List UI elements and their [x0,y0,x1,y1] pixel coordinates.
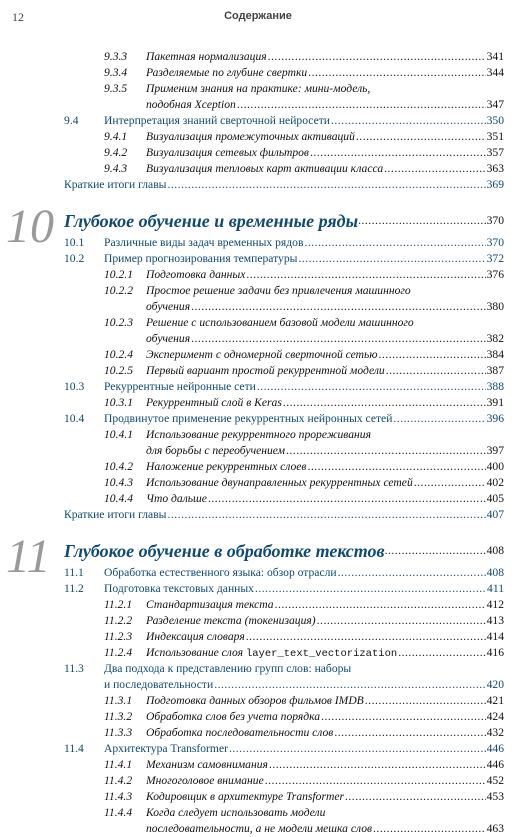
entry-title: Первый вариант простой рекуррентной модели [146,364,385,377]
dot-leader [191,331,486,347]
dot-leader [379,347,486,363]
page-ref: 452 [486,774,504,787]
page-ref: 424 [486,710,504,723]
entry-title: Визуализация сетевых фильтров [146,146,309,159]
subsection-entry[interactable] [0,363,516,379]
section-entry[interactable] [0,251,516,267]
subsection-entry[interactable] [0,347,516,363]
entry-number: 9.3.3 [104,50,128,63]
dot-leader [257,379,486,395]
table-of-contents [0,49,516,837]
dot-leader [268,49,486,65]
subsection-entry[interactable] [0,459,516,475]
page-ref: 370 [486,236,504,249]
subsection-entry[interactable] [0,283,516,299]
page-ref: 384 [486,348,504,361]
section-entry[interactable] [0,113,516,129]
page-ref: 402 [486,476,504,489]
page-ref: 411 [487,582,504,595]
entry-number: 11.2.4 [104,646,133,659]
page-header [0,10,516,28]
subsection-entry[interactable] [0,145,516,161]
dot-leader [265,773,486,789]
entry-number: 11.4 [64,742,84,755]
entry-title: Подготовка данных обзоров фильмов IMDB [146,694,364,707]
entry-title: Рекуррентные нейронные сети [104,380,256,393]
entry-number: 11.4.4 [104,806,133,819]
dot-leader [365,693,486,709]
dot-leader [384,161,485,177]
page-ref: 387 [486,364,504,377]
subsection-entry[interactable] [0,613,516,629]
section-entry[interactable] [0,411,516,427]
section-entry[interactable] [0,565,516,581]
entry-number: 11.4.2 [104,774,133,787]
entry-title: Стандартизация текста [146,598,274,611]
entry-number: 11.4.1 [104,758,133,771]
entry-title: Использование двунаправленных рекуррентных сетей [146,476,413,489]
entry-number: 11.3.2 [104,710,133,723]
entry-title: подобная Xception [146,98,236,111]
subsection-entry[interactable] [0,161,516,177]
subsection-entry[interactable] [0,805,516,821]
entry-number: 10.3.1 [104,396,133,409]
subsection-entry[interactable] [0,709,516,725]
subsection-entry[interactable] [0,395,516,411]
entry-number: 11.2.3 [104,630,133,643]
subsection-entry[interactable] [0,773,516,789]
page-ref: 350 [486,114,504,127]
subsection-entry[interactable] [0,645,516,661]
entry-title: Визуализация промежуточных активаций [146,130,355,143]
dot-leader [321,709,486,725]
section-entry[interactable] [0,661,516,677]
entry-title: Обработка последовательности слов [146,726,334,739]
entry-number: 9.4.1 [104,130,128,143]
entry-title: Продвинутое применение рекуррентных нейронных сетей [104,412,393,425]
entry-title: Обработка естественного языка: обзор отрасли [104,566,337,579]
page-ref: 347 [486,98,504,111]
dot-leader [358,209,487,233]
dot-leader [304,235,485,251]
entry-number: 11.3.3 [104,726,133,739]
entry-number: 10.4.3 [104,476,133,489]
subsection-entry[interactable] [0,725,516,741]
dot-leader [286,443,486,459]
subsection-entry[interactable] [0,129,516,145]
dot-leader [246,267,485,283]
entry-title: Интерпретация знаний сверточной нейросети [104,114,330,127]
page-ref: 408 [486,566,504,579]
dot-leader [269,757,486,773]
entry-number: 9.3.4 [104,66,128,79]
entry-number: 10.4.4 [104,492,133,505]
section-entry[interactable] [0,741,516,757]
entry-title: Разделяемые по глубине свертки [146,66,308,79]
entry-number: 11.3.1 [104,694,133,707]
code-name: layer_text_vectorization [245,648,398,660]
page-ref: 400 [486,460,504,473]
entry-title: Применим знания на практике: мини-модель, [146,82,371,95]
entry-number: 10.4.2 [104,460,133,473]
section-entry[interactable] [0,379,516,395]
page-ref: 341 [486,50,504,63]
dot-leader [393,411,485,427]
subsection-entry[interactable] [0,267,516,283]
entry-title: последовательности, а не модели мешка слов [146,822,373,835]
chapter-title: Глубокое обучение и временные ряды [64,211,359,231]
page-ref: 382 [486,332,504,345]
entry-number: 10.2.5 [104,364,133,377]
subsection-entry[interactable] [0,821,516,837]
page-ref: 408 [486,544,504,557]
page-ref: 446 [486,742,504,755]
entry-title: Рекуррентный слой в Keras [146,396,282,409]
summary-entry[interactable] [0,507,516,523]
page-ref: 396 [486,412,504,425]
entry-number: 11.2.1 [104,598,133,611]
dot-leader [246,629,486,645]
page-ref: 369 [486,178,504,191]
entry-title: Обработка слов без учета порядка [146,710,321,723]
page-ref: 370 [486,214,504,227]
dot-leader [310,145,486,161]
entry-title: Когда следует использовать модели [146,806,326,819]
page-ref: 432 [486,726,504,739]
dot-leader [283,395,486,411]
entry-title: Индексация словаря [146,630,245,643]
entry-title: Визуализация тепловых карт активации класса [146,162,384,175]
entry-title: Многоголовое внимание [146,774,264,787]
page-ref: 420 [486,678,504,691]
subsection-entry[interactable] [0,81,516,97]
dot-leader [214,677,485,693]
subsection-entry[interactable] [0,597,516,613]
page-ref: 380 [486,300,504,313]
entry-title: Механизм самовнимания [146,758,268,771]
page-ref: 376 [486,268,504,281]
page-ref: 351 [486,130,504,143]
page-ref: 453 [486,790,504,803]
page-ref: 446 [486,758,504,771]
section-entry[interactable] [0,235,516,251]
dot-leader [308,65,485,81]
entry-number: 9.3.5 [104,82,128,95]
entry-title: обучения [146,300,191,313]
entry-number: 10.1 [64,236,85,249]
subsection-entry[interactable] [0,49,516,65]
dot-leader [191,299,486,315]
entry-title: Два подхода к представлению групп слов: наборы [104,662,352,675]
dot-leader [345,789,486,805]
subsection-entry[interactable] [0,789,516,805]
dot-leader [229,741,486,757]
page-ref: 463 [486,822,504,835]
entry-title: Наложение рекуррентных слоев [146,460,307,473]
page-ref: 372 [486,252,504,265]
page-ref: 407 [486,508,504,521]
page-ref: 421 [486,694,504,707]
section-entry[interactable] [0,581,516,597]
page-ref: 363 [486,162,504,175]
subsection-entry[interactable] [0,693,516,709]
dot-leader [167,507,485,523]
entry-title: Пример прогнозирования температуры [104,252,298,265]
dot-leader [385,539,487,563]
entry-title: Краткие итоги главы [64,508,167,521]
page-ref: 388 [486,380,504,393]
dot-leader [208,491,486,507]
entry-title: Простое решение задачи без привлечения машинного [146,284,411,297]
chapter-number: 10 [6,200,54,253]
dot-leader [237,97,486,113]
running-title: Содержание [224,10,292,22]
page-ref: 391 [486,396,504,409]
entry-title: Разделение текста (токенизация) [146,614,316,627]
dot-leader [298,251,485,267]
subsection-entry[interactable] [0,443,516,459]
dot-leader [167,177,485,193]
subsection-entry[interactable] [0,97,516,113]
entry-title: для борьбы с переобучением [146,444,286,457]
subsection-entry[interactable] [0,65,516,81]
entry-number: 10.3 [64,380,85,393]
entry-number: 10.2 [64,252,85,265]
entry-number: 11.3 [64,662,84,675]
entry-title: и последовательности [104,678,214,691]
subsection-entry[interactable] [0,315,516,331]
dot-leader [255,581,486,597]
page-ref: 357 [486,146,504,159]
entry-number: 11.1 [64,566,84,579]
entry-title: Что дальше [146,492,207,505]
entry-number: 10.4.1 [104,428,133,441]
entry-title: Пакетная нормализация [146,50,267,63]
page-ref: 413 [486,614,504,627]
subsection-entry[interactable] [0,491,516,507]
chapter-title: Глубокое обучение в обработке текстов [64,541,385,561]
subsection-entry[interactable] [0,475,516,491]
subsection-entry[interactable] [0,427,516,443]
chapter-number: 11 [6,530,51,583]
dot-leader [331,113,486,129]
section-entry[interactable] [0,677,516,693]
page-ref: 344 [486,66,504,79]
entry-number: 10.2.2 [104,284,133,297]
entry-title: Различные виды задач временных рядов [104,236,304,249]
dot-leader [414,475,486,491]
page-number: 12 [12,10,24,24]
entry-title: Архитектура Transformer [104,742,228,755]
entry-number: 11.4.3 [104,790,133,803]
page-ref: 414 [486,630,504,643]
page-ref: 416 [486,646,504,659]
dot-leader [275,597,486,613]
subsection-entry[interactable] [0,757,516,773]
entry-title: Подготовка текстовых данных [104,582,254,595]
dot-leader [334,725,485,741]
entry-title: Использование рекуррентного прореживания [146,428,371,441]
summary-entry[interactable] [0,177,516,193]
entry-number: 11.2 [64,582,84,595]
page-ref: 405 [486,492,504,505]
entry-title: Эксперимент с одномерной сверточной сетью [146,348,378,361]
entry-number: 10.2.3 [104,316,133,329]
entry-title: Решение с использованием базовой модели машинного [146,316,414,329]
entry-number: 9.4 [64,114,79,127]
entry-number: 9.4.2 [104,146,128,159]
dot-leader [386,363,486,379]
dot-leader [398,645,485,662]
entry-title: Краткие итоги главы [64,178,167,191]
subsection-entry[interactable] [0,629,516,645]
entry-title: Подготовка данных [146,268,246,281]
entry-title: Использование слоя layer_text_vectorization [146,646,398,660]
entry-number: 11.2.2 [104,614,133,627]
dot-leader [373,821,486,837]
page-ref: 412 [486,598,504,611]
entry-title: Кодировщик в архитектуре Transformer [146,790,344,803]
page-ref: 397 [486,444,504,457]
subsection-entry[interactable] [0,331,516,347]
entry-number: 10.2.4 [104,348,133,361]
dot-leader [356,129,486,145]
entry-number: 10.2.1 [104,268,133,281]
dot-leader [317,613,486,629]
subsection-entry[interactable] [0,299,516,315]
dot-leader [338,565,486,581]
entry-number: 9.4.3 [104,162,128,175]
entry-title: обучения [146,332,191,345]
entry-number: 10.4 [64,412,85,425]
dot-leader [307,459,485,475]
